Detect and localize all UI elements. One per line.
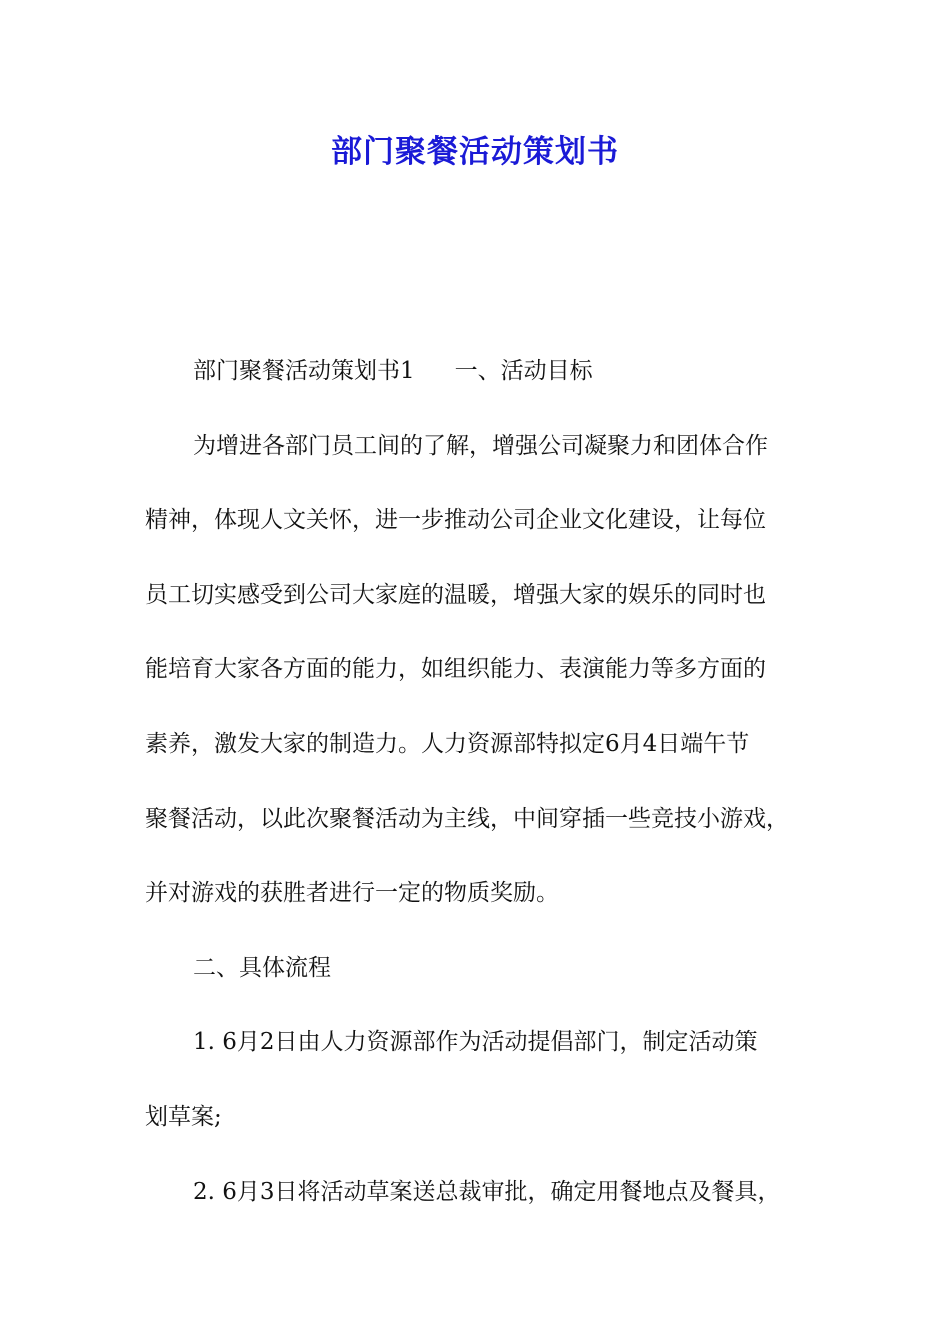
paragraph-line: 素养，激发大家的制造力。人力资源部特拟定6月4日端午节	[145, 730, 750, 757]
section-heading: 一、活动目标	[454, 358, 593, 384]
paragraph-line	[145, 334, 835, 409]
section-heading: 二、具体流程	[193, 954, 331, 981]
paragraph-line: 划草案;	[145, 1103, 222, 1130]
paragraph-line: 精神，体现人文关怀，进一步推动公司企业文化建设，让每位	[145, 507, 766, 534]
document-body	[145, 334, 835, 1229]
paragraph-line: 并对游戏的获胜者进行一定的物质奖励。	[145, 880, 559, 907]
paragraph-line: 聚餐活动，以此次聚餐活动为主线，中间穿插一些竞技小游戏，	[145, 805, 789, 832]
paragraph-line: 能培育大家各方面的能力，如组织能力、表演能力等多方面的	[145, 656, 766, 683]
paragraph-line: 为增进各部门员工间的了解，增强公司凝聚力和团体合作	[193, 432, 768, 459]
line-text: 部门聚餐活动策划书1	[193, 358, 415, 384]
paragraph-line: 1. 6月2日由人力资源部作为活动提倡部门，制定活动策	[193, 1029, 758, 1056]
paragraph-line: 2. 6月3日将活动草案送总裁审批，确定用餐地点及餐具，	[193, 1178, 781, 1205]
document-title: 部门聚餐活动策划书	[331, 134, 619, 170]
paragraph-line: 员工切实感受到公司大家庭的温暖，增强大家的娱乐的同时也	[145, 581, 766, 608]
